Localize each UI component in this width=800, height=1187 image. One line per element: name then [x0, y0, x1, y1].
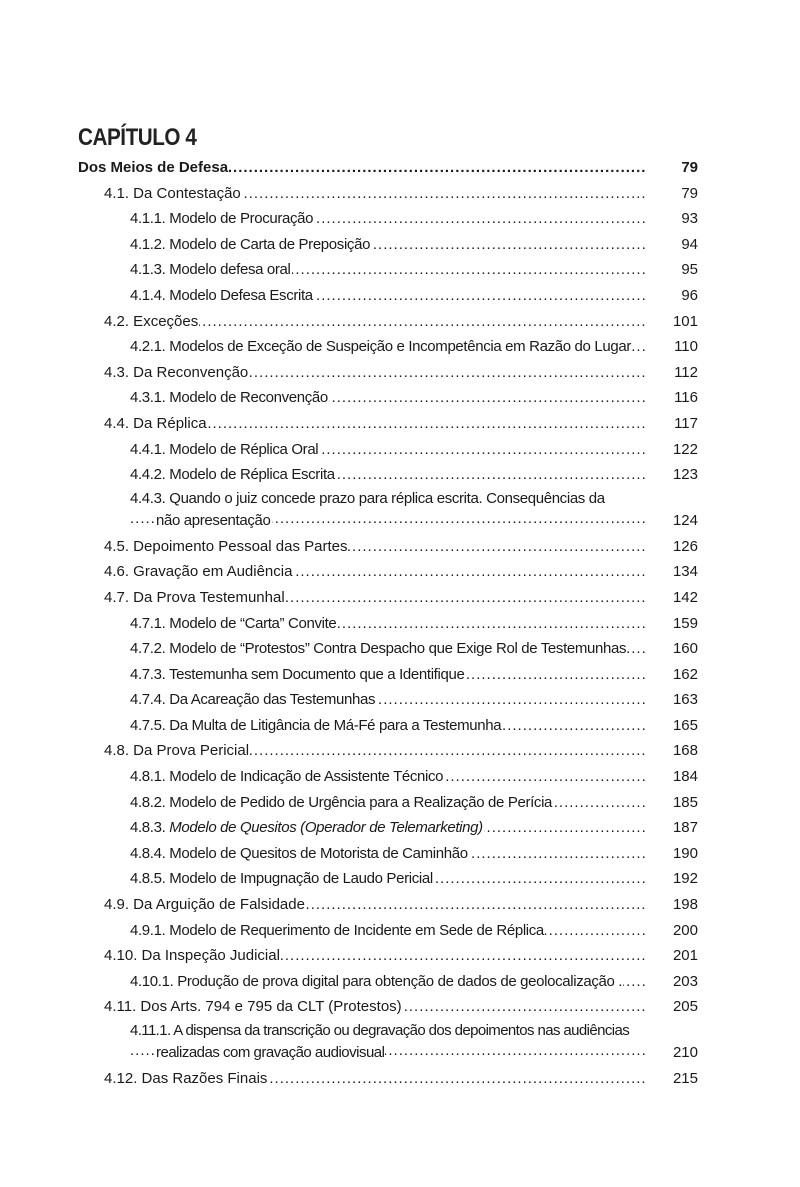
toc-page-number: 163 — [672, 691, 698, 709]
toc-entry-title — [104, 559, 647, 585]
toc-entry-title — [130, 918, 647, 944]
toc-page-number: 200 — [672, 921, 698, 939]
toc-page-number: 95 — [681, 261, 698, 279]
toc-entry — [78, 636, 698, 662]
toc-page-number: 112 — [674, 363, 698, 381]
toc-entry-label: 4.11. Dos Arts. 794 e 795 da CLT (Protestos) — [104, 998, 402, 1016]
toc-entry-title — [130, 713, 647, 739]
toc-entry-label: 4.3. Da Reconvenção — [104, 363, 249, 381]
toc-entry-title — [130, 611, 647, 637]
toc-entry-title — [130, 866, 647, 892]
toc-entry-label: 4.1.2. Modelo de Carta de Preposição — [130, 235, 371, 253]
toc-entry-label: 4.7.4. Da Acareação das Testemunhas — [130, 691, 376, 709]
toc-page-number: 185 — [672, 793, 698, 811]
toc-page-number: 94 — [681, 235, 698, 253]
toc-entry — [78, 841, 698, 867]
toc-entry-label: 4.1. Da Contestação — [104, 184, 241, 202]
toc-entry-title-line: 4.4.3. Quando o juiz concede prazo para réplica escrita. Consequências da — [130, 488, 647, 510]
toc-entry-title — [78, 155, 647, 181]
toc-entry-title — [130, 636, 647, 662]
toc-entry-title — [104, 411, 647, 437]
toc-page-number: 134 — [672, 563, 698, 581]
toc-entry-title — [104, 892, 647, 918]
toc-entry — [78, 360, 698, 386]
toc-entry-title — [104, 994, 647, 1020]
toc-entry-title — [130, 764, 647, 790]
toc-entry — [78, 385, 698, 411]
toc-page-number: 160 — [672, 640, 698, 658]
toc-entry — [78, 892, 698, 918]
toc-page-number: 210 — [672, 1044, 698, 1061]
toc-page-number: 205 — [672, 998, 698, 1016]
toc-entry — [78, 232, 698, 258]
toc-entry-label: 4.8.4. Modelo de Quesitos de Motorista de Caminhão — [130, 844, 468, 862]
toc-entry — [78, 309, 698, 335]
toc-page-number: 184 — [672, 768, 698, 786]
toc-entry — [78, 206, 698, 232]
toc-page-number: 110 — [674, 338, 698, 356]
toc-entry — [78, 488, 698, 534]
toc-entry-label: 4.1.1. Modelo de Procuração — [130, 210, 314, 228]
toc-entry — [78, 790, 698, 816]
chapter-title: CAPÍTULO 4 — [78, 124, 197, 151]
toc-entry-label: 4.7.1. Modelo de “Carta” Convite — [130, 614, 337, 632]
toc-entry-title — [130, 283, 647, 309]
toc-entry-label: 4.8.1. Modelo de Indicação de Assistente Técnico — [130, 768, 444, 786]
toc-page-number: 79 — [681, 184, 698, 202]
toc-entry-title — [104, 738, 647, 764]
toc-page-number: 116 — [674, 389, 698, 407]
toc-entry-label: 4.8. Da Prova Pericial — [104, 742, 250, 760]
toc-entry-label: 4.9. Da Arguição de Falsidade — [104, 896, 305, 914]
toc-entry — [78, 1020, 698, 1066]
toc-entry — [78, 918, 698, 944]
toc-page-number: 93 — [681, 210, 698, 228]
toc-entry-label: 4.4.2. Modelo de Réplica Escrita — [130, 466, 335, 484]
toc-entry-label: 4.4. Da Réplica — [104, 414, 207, 432]
toc-page-number: 101 — [672, 312, 698, 330]
toc-entry-title — [130, 841, 647, 867]
toc-entry — [78, 155, 698, 181]
toc-entry-label: 4.10.1. Produção de prova digital para obtenção de dados de geolocalização . — [130, 972, 623, 990]
toc-entry-title — [130, 1020, 647, 1064]
toc-entry-label: 4.4.1. Modelo de Réplica Oral — [130, 440, 319, 458]
toc-entry-label: Dos Meios de Defesa — [78, 159, 229, 176]
toc-page-number: 168 — [672, 742, 698, 760]
toc-entry — [78, 738, 698, 764]
toc-entry — [78, 713, 698, 739]
toc-page-number: 117 — [674, 414, 698, 432]
toc-entry-title — [104, 360, 647, 386]
toc-entry-title — [130, 437, 647, 463]
table-of-contents — [78, 155, 698, 1092]
toc-entry — [78, 815, 698, 841]
toc-entry-title — [130, 206, 647, 232]
toc-entry-title — [130, 687, 647, 713]
toc-entry — [78, 611, 698, 637]
toc-entry-title — [130, 815, 647, 841]
toc-page-number: 165 — [672, 716, 698, 734]
toc-page-number: 203 — [672, 972, 698, 990]
toc-entry-title — [104, 1066, 647, 1092]
toc-page-number: 190 — [672, 844, 698, 862]
toc-entry-label: 4.6. Gravação em Audiência — [104, 563, 293, 581]
toc-entry — [78, 334, 698, 360]
toc-entry — [78, 764, 698, 790]
toc-entry-title — [130, 232, 647, 258]
toc-entry-title — [104, 309, 647, 335]
toc-entry-title — [104, 943, 647, 969]
toc-entry-label: 4.2. Exceções — [104, 312, 199, 330]
toc-entry-label: 4.7. Da Prova Testemunhal — [104, 588, 285, 606]
toc-entry — [78, 283, 698, 309]
toc-entry-title — [130, 790, 647, 816]
toc-entry-label: 4.12. Das Razões Finais — [104, 1070, 268, 1087]
toc-entry-label: 4.10. Da Inspeção Judicial — [104, 947, 280, 965]
toc-page-number: 79 — [681, 159, 698, 176]
toc-entry-title — [104, 181, 647, 207]
toc-page-number: 162 — [672, 665, 698, 683]
toc-entry-title — [130, 488, 647, 532]
toc-entry-label: 4.1.4. Modelo Defesa Escrita — [130, 286, 313, 304]
toc-entry — [78, 943, 698, 969]
toc-entry — [78, 462, 698, 488]
toc-entry-label: 4.7.3. Testemunha sem Documento que a Identifique — [130, 665, 465, 683]
toc-page-number: 159 — [672, 614, 698, 632]
toc-entry — [78, 994, 698, 1020]
toc-page-number: 201 — [672, 947, 698, 965]
toc-entry-title — [104, 534, 647, 560]
toc-entry-label: 4.8.2. Modelo de Pedido de Urgência para a Realização de Perícia — [130, 793, 553, 811]
toc-entry-title — [130, 969, 647, 995]
toc-entry-label: 4.8.5. Modelo de Impugnação de Laudo Pericial — [130, 870, 433, 888]
toc-entry-label: 4.7.5. Da Multa de Litigância de Má-Fé para a Testemunha — [130, 716, 502, 734]
toc-entry — [78, 437, 698, 463]
toc-page-number: 192 — [672, 870, 698, 888]
toc-entry-label-italic: Modelo de Quesitos (Operador de Telemarketing) — [169, 819, 483, 837]
toc-entry-title — [130, 334, 647, 360]
toc-entry-title — [130, 662, 647, 688]
toc-entry-label: 4.9.1. Modelo de Requerimento de Incidente em Sede de Réplica — [130, 921, 544, 939]
toc-entry-title — [104, 585, 647, 611]
toc-entry-label: 4.1.3. Modelo defesa oral — [130, 261, 291, 279]
toc-page-number: 215 — [672, 1070, 698, 1087]
toc-entry — [78, 257, 698, 283]
toc-entry-title-continuation: realizadas com gravação audiovisual — [156, 1044, 385, 1061]
toc-page-number: 122 — [672, 440, 698, 458]
toc-entry — [78, 411, 698, 437]
toc-entry-label: 4.2.1. Modelos de Exceção de Suspeição e Incompetência em Razão do Lugar — [130, 338, 631, 356]
toc-page-number: 187 — [672, 819, 698, 837]
toc-entry — [78, 687, 698, 713]
toc-page-number: 96 — [681, 286, 698, 304]
toc-entry — [78, 534, 698, 560]
toc-entry — [78, 1066, 698, 1092]
toc-page-number: 142 — [672, 588, 698, 606]
toc-entry-title — [130, 385, 647, 411]
toc-entry-label: 4.5. Depoimento Pessoal das Partes — [104, 537, 348, 555]
toc-entry — [78, 181, 698, 207]
toc-entry-title — [130, 462, 647, 488]
toc-entry — [78, 559, 698, 585]
toc-page-number: 198 — [672, 896, 698, 914]
toc-entry-label: 4.7.2. Modelo de “Protestos” Contra Despacho que Exige Rol de Testemunhas — [130, 640, 627, 658]
toc-entry-title-continuation: não apresentação — [156, 511, 271, 529]
toc-entry-title — [130, 257, 647, 283]
toc-entry-label: 4.8.3. — [130, 819, 170, 837]
toc-page-number: 124 — [672, 511, 698, 529]
toc-entry-label: 4.3.1. Modelo de Reconvenção — [130, 389, 328, 407]
toc-entry — [78, 866, 698, 892]
toc-entry-title-line: 4.11.1. A dispensa da transcrição ou degravação dos depoimentos nas audiências — [130, 1020, 647, 1042]
toc-entry — [78, 585, 698, 611]
toc-page-number: 126 — [672, 537, 698, 555]
toc-page-number: 123 — [672, 466, 698, 484]
toc-entry — [78, 969, 698, 995]
toc-entry — [78, 662, 698, 688]
